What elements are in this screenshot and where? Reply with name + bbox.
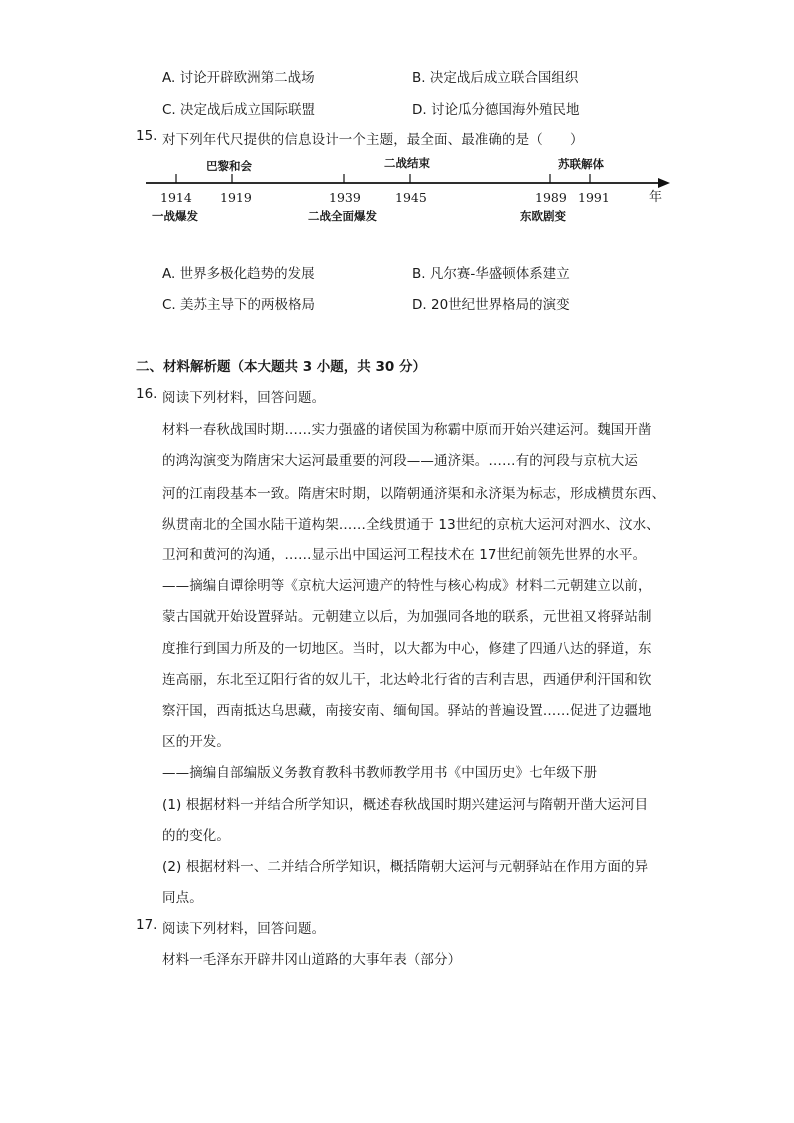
q14-option-a: A. 讨论开辟欧洲第二战场 xyxy=(162,70,315,86)
q15-option-c: C. 美苏主导下的两极格局 xyxy=(162,297,316,313)
timeline-year-1989: 1989 xyxy=(535,190,567,205)
timeline-year-1939: 1939 xyxy=(329,190,361,205)
section-title: 二、材料解析题（本大题共 3 小题，共 30 分） xyxy=(136,359,426,375)
q16-line: 卫河和黄河的沟通，……显示出中国运河工程技术在 17世纪前领先世界的水平。 xyxy=(162,547,647,563)
timeline-label-east-europe-upheaval: 东欧剧变 xyxy=(520,209,566,223)
q16-source-line: ——摘编自谭徐明等《京杭大运河遗产的特性与核心构成》材料二元朝建立以前， xyxy=(162,578,652,594)
q16-source-line: ——摘编自部编版义务教育教科书教师教学用书《中国历史》七年级下册 xyxy=(162,765,598,781)
timeline-year-1914: 1914 xyxy=(160,190,192,205)
q15-option-b: B. 凡尔赛-华盛顿体系建立 xyxy=(412,266,570,282)
q15-option-d: D. 20世纪世界格局的演变 xyxy=(412,297,570,313)
q16-line: 材料一春秋战国时期……实力强盛的诸侯国为称霸中原而开始兴建运河。魏国开凿 xyxy=(162,422,652,438)
timeline xyxy=(140,152,680,232)
q15-option-a: A. 世界多极化趋势的发展 xyxy=(162,266,315,282)
q16-line: 度推行到国力所及的一切地区。当时，以大都为中心，修建了四通八达的驿道，东 xyxy=(162,641,652,657)
q14-option-b: B. 决定战后成立联合国组织 xyxy=(412,70,579,86)
q16-intro: 阅读下列材料，回答问题。 xyxy=(162,390,326,406)
timeline-unit: 年 xyxy=(649,190,663,205)
timeline-label-ww1-outbreak: 一战爆发 xyxy=(152,209,198,223)
q14-option-c: C. 决定战后成立国际联盟 xyxy=(162,102,316,118)
q15-stem: 对下列年代尺提供的信息设计一个主题，最全面、最准确的是（ ） xyxy=(162,132,584,148)
q16-line: 的鸿沟演变为隋唐宋大运河最重要的河段——通济渠。……有的河段与京杭大运 xyxy=(162,453,638,469)
q16-subquestion-1: (1) 根据材料一并结合所学知识，概述春秋战国时期兴建运河与隋朝开凿大运河目 xyxy=(162,797,649,813)
timeline-label-ww2-end: 二战结束 xyxy=(384,156,430,170)
q17-number: 17. xyxy=(136,917,158,933)
q16-line: 连高丽，东北至辽阳行省的奴儿干，北达岭北行省的吉利吉思，西通伊利汗国和钦 xyxy=(162,672,652,688)
timeline-year-1991: 1991 xyxy=(578,190,610,205)
timeline-year-1919: 1919 xyxy=(220,190,252,205)
q16-line: 河的江南段基本一致。隋唐宋时期，以隋朝通济渠和永济渠为标志，形成横贯东西、 xyxy=(162,486,666,502)
timeline-label-ussr-collapse: 苏联解体 xyxy=(558,157,604,171)
q16-subquestion-1-cont: 的的变化。 xyxy=(162,828,230,844)
q16-subquestion-2: (2) 根据材料一、二并结合所学知识，概括隋朝大运河与元朝驿站在作用方面的异 xyxy=(162,859,649,875)
timeline-year-1945: 1945 xyxy=(395,190,427,205)
timeline-label-ww2-full-outbreak: 二战全面爆发 xyxy=(308,209,377,223)
q16-subquestion-2-cont: 同点。 xyxy=(162,890,203,906)
q17-intro: 阅读下列材料，回答问题。 xyxy=(162,921,326,937)
q16-line: 察汗国，西南抵达乌思藏，南接安南、缅甸国。驿站的普遍设置……促进了边疆地 xyxy=(162,703,652,719)
timeline-label-paris-conference: 巴黎和会 xyxy=(206,159,252,173)
q17-material-title: 材料一毛泽东开辟井冈山道路的大事年表（部分） xyxy=(162,952,462,968)
q16-line: 纵贯南北的全国水陆干道构架……全线贯通于 13世纪的京杭大运河对泗水、汶水、 xyxy=(162,517,660,533)
q16-line: 蒙古国就开始设置驿站。元朝建立以后，为加强同各地的联系，元世祖又将驿站制 xyxy=(162,609,652,625)
q15-number: 15. xyxy=(136,128,158,144)
q14-option-d: D. 讨论瓜分德国海外殖民地 xyxy=(412,102,580,118)
q16-line: 区的开发。 xyxy=(162,734,230,750)
q16-number: 16. xyxy=(136,386,158,402)
